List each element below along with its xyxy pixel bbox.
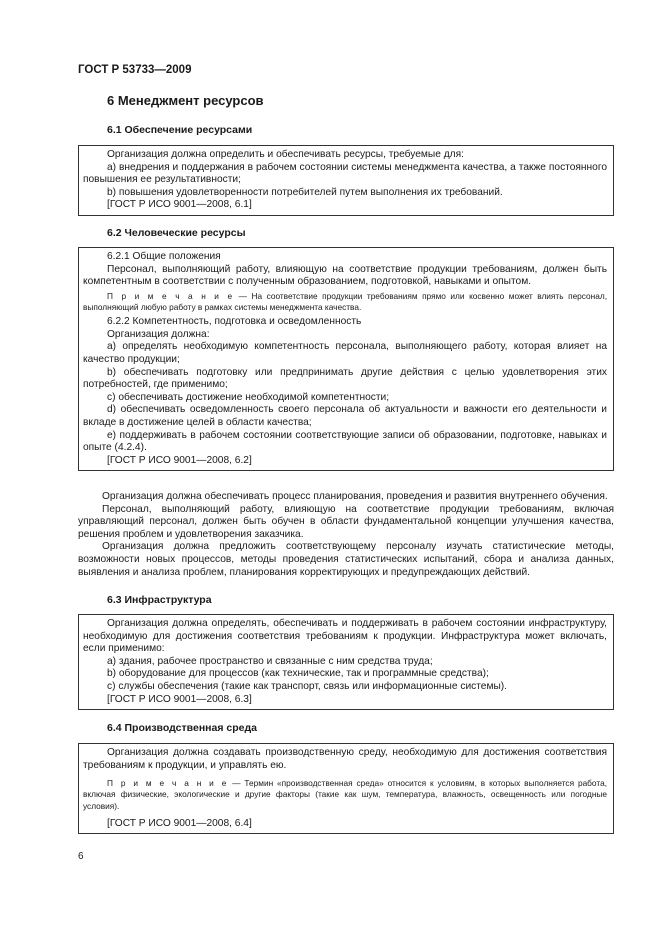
box-line: b) повышения удовлетворенности потребителей путем выполнения их требований. bbox=[107, 186, 503, 198]
quote-box-6-1 bbox=[78, 145, 614, 216]
note bbox=[83, 778, 607, 812]
quote-box-6-4 bbox=[78, 743, 614, 834]
page-number: 6 bbox=[78, 851, 84, 862]
note-label: П р и м е ч а н и е bbox=[107, 778, 229, 789]
box-line: a) внедрения и поддержания в рабочем состоянии системы менеджмента качества, а также постоянного повышения ее результативности; bbox=[83, 161, 607, 186]
document-header: ГОСТ Р 53733—2009 bbox=[78, 64, 192, 76]
box-line: b) обеспечивать подготовку или предпринимать другие действия с целью удовлетворения этих потребностей, где применимо; bbox=[83, 366, 607, 391]
body-paragraph: Персонал, выполняющий работу, влияющую на соответствие продукции требованиям, включая управляющий персонал, должен быть обучен в области фундаментальной концепции улучшения качества, решения проблем и удовлетворения заказчика. bbox=[78, 503, 614, 540]
note-label: П р и м е ч а н и е bbox=[107, 290, 235, 301]
subsection-6-3-title: 6.3 Инфраструктура bbox=[107, 594, 212, 606]
box-paragraph: Организация должна определять, обеспечивать и поддерживать в рабочем состоянии инфраструктуру, необходимую для достижения соответствия требованиям к продукции. Инфраструктура может включать, если применимо: bbox=[83, 618, 607, 655]
section-title: 6 Менеджмент ресурсов bbox=[107, 93, 264, 108]
box-line: Организация должна определить и обеспечивать ресурсы, требуемые для: bbox=[107, 149, 464, 160]
box-line: [ГОСТ Р ИСО 9001—2008, 6.1] bbox=[107, 199, 252, 211]
box-line: a) здания, рабочее пространство и связанные с ним средства труда; bbox=[107, 655, 433, 667]
quote-box-6-3 bbox=[78, 614, 614, 710]
box-line: Организация должна: bbox=[107, 328, 210, 340]
sub-heading: 6.2.1 Общие положения bbox=[107, 251, 221, 262]
body-paragraph: Организация должна обеспечивать процесс планирования, проведения и развития внутреннего обучения. bbox=[102, 491, 608, 502]
box-line: c) обеспечивать достижение необходимой компетентности; bbox=[107, 391, 390, 403]
subsection-6-2-title: 6.2 Человеческие ресурсы bbox=[107, 227, 246, 239]
box-line: [ГОСТ Р ИСО 9001—2008, 6.2] bbox=[107, 454, 252, 466]
box-line: a) определять необходимую компетентность персонала, выполняющего работу, которая влияет на качество продукции; bbox=[83, 341, 607, 365]
box-line: c) службы обеспечения (такие как транспорт, связь или информационные системы). bbox=[107, 680, 508, 692]
body-paragraph: Организация должна предложить соответствующему персоналу изучать статистические методы, возможности новых процессов, методы проведения статистических испытаний, сбора и анализа данных, выявления и анализа проблем, планирования корректирующих и предупреждающих действий. bbox=[78, 541, 614, 578]
box-line: [ГОСТ Р ИСО 9001—2008, 6.3] bbox=[107, 693, 252, 705]
subsection-6-1-title: 6.1 Обеспечение ресурсами bbox=[107, 124, 253, 136]
quote-box-6-2 bbox=[78, 247, 614, 471]
body-text bbox=[78, 491, 614, 579]
sub-heading: 6.2.2 Компетентность, подготовка и осведомленность bbox=[107, 316, 362, 328]
box-paragraph: Персонал, выполняющий работу, влияющую на соответствие продукции требованиям, должен быть компетентным в соответствии с полученным образованием, подготовкой, навыками и опытом. bbox=[83, 263, 607, 288]
note bbox=[83, 291, 607, 313]
box-line: [ГОСТ Р ИСО 9001—2008, 6.4] bbox=[107, 817, 252, 829]
subsection-6-4-title: 6.4 Производственная среда bbox=[107, 722, 257, 734]
box-paragraph: Организация должна создавать производственную среду, необходимую для достижения соответствия требованиям к продукции, и управлять ею. bbox=[83, 747, 607, 771]
box-line: b) оборудование для процессов (как технические, так и программные средства); bbox=[107, 668, 489, 680]
box-line: e) поддерживать в рабочем состоянии соответствующие записи об образовании, подготовке, навыках и опыте (4.2.4). bbox=[83, 429, 607, 454]
box-line: d) обеспечивать осведомленность своего персонала об актуальности и важности его деятельности и вкладе в достижение целей в области качества; bbox=[83, 404, 607, 428]
note-text: — Термин «производственная среда» относится к условиям, в которых выполняется работа, включая физические, экологические и другие факторы (такие как шум, температура, влажность, освещенность или погодные условия). bbox=[83, 778, 607, 811]
note-text: — На соответствие продукции требованиям прямо или косвенно может влиять персонал, выполняющий любую работу в рамках системы менеджмента качества. bbox=[83, 290, 607, 312]
